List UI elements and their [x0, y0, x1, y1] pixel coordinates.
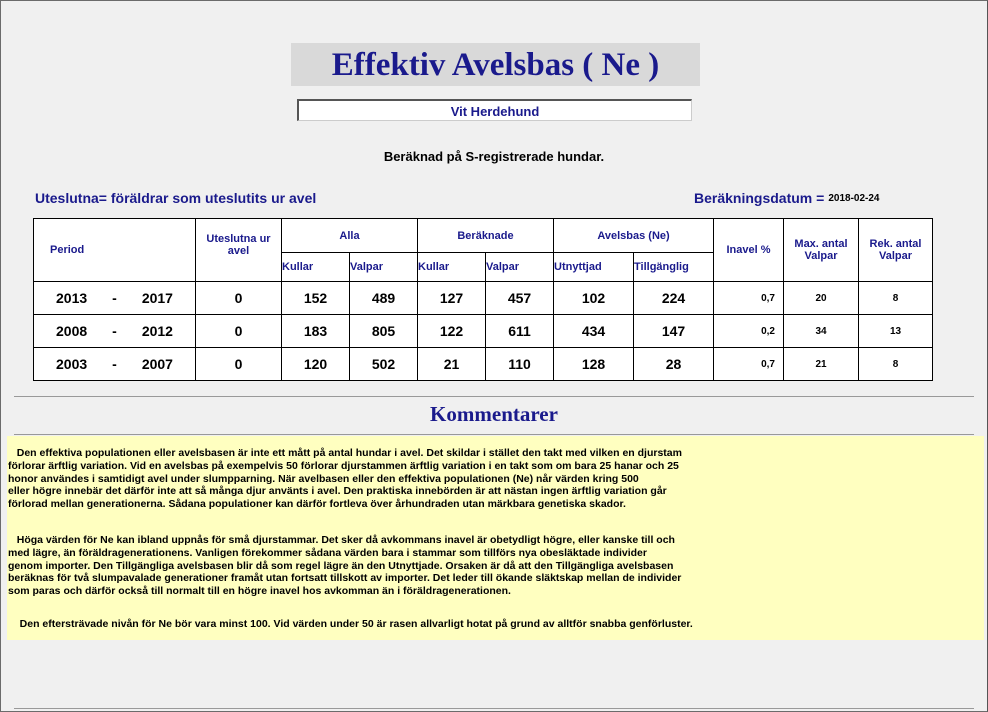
max-cell: 20 [784, 282, 859, 315]
breed-field: Vit Herdehund [297, 99, 692, 121]
calc-litters-cell: 127 [418, 282, 486, 315]
header-period: Period [34, 219, 196, 282]
comment-paragraph-2: Höga värden för Ne kan ibland uppnås för små djurstammar. Det sker då avkommans inavel är obetydligt högre, eller kanske till och med lägre, än föräldragenerationens. Vanligen förekommer sådana värden bara i stammar som tillförs nya obesläktade individer genom importer. Den Tillgängliga avelsbasen blir då som regel lägre än den Utnyttjade. Orsaken är då att den Tillgängliga avelsbasen beräknas för två slumpavalade generationer framåt utan fortsatt tillskott av importer. Det leder till ökande släktskap mellan de individer som paras och därför också till normalt till en högre inavel hos avkomman än i föräldragenerationen. [8, 534, 682, 598]
period-dash: - [112, 323, 117, 339]
header-max: Max. antal Valpar [784, 219, 859, 282]
calc-litters-cell: 21 [418, 348, 486, 381]
header-all: Alla [282, 219, 418, 253]
period-from: 2003 [56, 356, 88, 372]
header-base: Avelsbas (Ne) [554, 219, 714, 253]
header-calc-litters: Kullar [418, 253, 486, 282]
period-dash: - [112, 356, 117, 372]
max-cell: 21 [784, 348, 859, 381]
period-to: 2017 [141, 290, 173, 306]
comment-paragraph-3: Den eftersträvade nivån för Ne bör vara minst 100. Vid värden under 50 är rasen allvarligt hotat på grund av alltför snabba genförluster. [8, 618, 693, 630]
all-litters-cell: 120 [282, 348, 350, 381]
period-from: 2013 [56, 290, 88, 306]
header-rec: Rek. antal Valpar [859, 219, 933, 282]
period-dash: - [112, 290, 117, 306]
header-all-litters: Kullar [282, 253, 350, 282]
comment-paragraph-1: Den effektiva populationen eller avelsbasen är inte ett mått på antal hundar i avel. Det skildar i stället den takt med vilken en djurstam förlorar ärftlig variation. Vid en avelsbas på exempelvis 50 förlorar djurstammen ärftlig variation i en takt som om bara 25 hanar och 25 honor användes i samtidigt avel under slumpparning. När avelbasen eller den effektiva populationen (Ne) når värden kring 500 eller högre innebär det därför inte att så många djur använts i avel. Den praktiska innebörden är att nästan ingen ärftlig variation går förlorad mellan generationerna. Sådana populationer kan därför fortleva över århundraden utan märkbara genetiska skador. [8, 447, 682, 511]
subtitle: Beräknad på S-registrerade hundar. [383, 149, 605, 164]
period-cell [34, 315, 196, 348]
inbreeding-cell: 0,7 [714, 348, 784, 381]
calc-puppies-cell: 611 [486, 315, 554, 348]
all-litters-cell: 183 [282, 315, 350, 348]
header-calc-puppies: Valpar [486, 253, 554, 282]
calc-date-value: 2018-02-24 [828, 193, 880, 204]
page-title: Effektiv Avelsbas ( Ne ) [331, 47, 660, 83]
footer-divider [14, 708, 974, 709]
header-all-puppies: Valpar [350, 253, 418, 282]
all-litters-cell: 152 [282, 282, 350, 315]
period-to: 2012 [141, 323, 173, 339]
table-row [34, 348, 933, 381]
header-inbreeding: Inavel % [714, 219, 784, 282]
comments-title: Kommentarer [430, 402, 558, 426]
table-row [34, 315, 933, 348]
divider-bottom [14, 434, 974, 435]
used-cell: 102 [554, 282, 634, 315]
header-calculated: Beräknade [418, 219, 554, 253]
period-from: 2008 [56, 323, 88, 339]
rec-cell: 8 [859, 282, 933, 315]
calc-date-caption: Beräkningsdatum = [694, 190, 825, 206]
inbreeding-cell: 0,7 [714, 282, 784, 315]
header-excluded: Uteslutna ur avel [196, 219, 282, 282]
avelsbas-table [33, 218, 933, 381]
excluded-cell: 0 [196, 348, 282, 381]
excluded-legend: Uteslutna= föräldrar som uteslutits ur avel [35, 190, 317, 206]
used-cell: 434 [554, 315, 634, 348]
inbreeding-cell: 0,2 [714, 315, 784, 348]
max-cell: 34 [784, 315, 859, 348]
all-puppies-cell: 502 [350, 348, 418, 381]
header-available: Tillgänglig [634, 253, 714, 282]
available-cell: 224 [634, 282, 714, 315]
period-cell [34, 282, 196, 315]
title-box [291, 43, 700, 86]
rec-cell: 8 [859, 348, 933, 381]
rec-cell: 13 [859, 315, 933, 348]
all-puppies-cell: 805 [350, 315, 418, 348]
calc-puppies-cell: 110 [486, 348, 554, 381]
table-row [34, 282, 933, 315]
calc-date-label [694, 190, 879, 206]
excluded-cell: 0 [196, 282, 282, 315]
all-puppies-cell: 489 [350, 282, 418, 315]
excluded-cell: 0 [196, 315, 282, 348]
available-cell: 147 [634, 315, 714, 348]
calc-litters-cell: 122 [418, 315, 486, 348]
used-cell: 128 [554, 348, 634, 381]
period-cell [34, 348, 196, 381]
period-to: 2007 [141, 356, 173, 372]
calc-puppies-cell: 457 [486, 282, 554, 315]
divider-top [14, 396, 974, 397]
available-cell: 28 [634, 348, 714, 381]
header-used: Utnyttjad [554, 253, 634, 282]
table-header-row [34, 219, 933, 253]
